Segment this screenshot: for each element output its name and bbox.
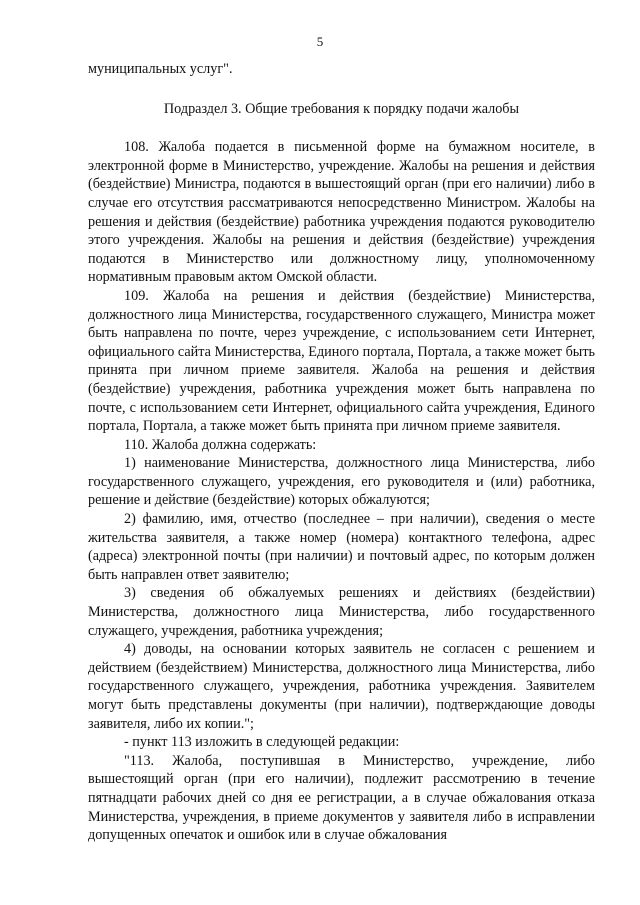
list-item-2: 2) фамилию, имя, отчество (последнее – при наличии), сведения о месте жительства заявителя, а также номер (номера) контактного телефона, адрес (адреса) электронной почты (при наличии) и почтовый адрес, по которым должен быть направлен ответ заявителю;	[88, 511, 595, 583]
paragraph-113: "113. Жалоба, поступившая в Министерство, учреждение, либо вышестоящий орган (при его наличии), подлежит рассмотрению в течение пятнадцати рабочих дней со дня ее регистрации, а в случае обжалования отказа Министерства, учреждения, в приеме документов у заявителя либо в исправлении допущенных опечаток и ошибок или в случае обжалования	[88, 752, 595, 844]
paragraph-110: 110. Жалоба должна содержать:	[124, 436, 317, 453]
amendment-instruction: - пункт 113 изложить в следующей редакции:	[124, 734, 400, 751]
list-item-4: 4) доводы, на основании которых заявитель не согласен с решением и действием (бездействием) Министерства, должностного лица Министерства, либо государственного служащего, учреждения, работника учреждения. Заявителем могут быть представлены документы (при наличии), подтверждающие доводы заявителя, либо их копии.";	[88, 641, 595, 732]
paragraph-108: 108. Жалоба подается в письменной форме на бумажном носителе, в электронной форме в Министерство, учреждение. Жалобы на решения и действия (бездействие) Министра, подаются в вышестоящий орган (при его наличии) либо в случае его отсутствия рассматриваются непосредственно Министром. Жалобы на решения и действия (бездействие) работника учреждения подаются руководителю этого учреждения. Жалобы на решения и действия (бездействие) учреждения подаются в Министерство или должностному лицу, уполномоченному нормативным правовым актом Омской области.	[88, 139, 595, 286]
list-item-3: 3) сведения об обжалуемых решениях и действиях (бездействии) Министерства, должностного лица Министерства, либо государственного служащего, учреждения, работника учреждения;	[88, 585, 595, 639]
subsection-title: Подраздел 3. Общие требования к порядку подачи жалобы	[163, 100, 520, 117]
list-item-1: 1) наименование Министерства, должностного лица Министерства, либо государственного служащего, учреждения, его руководителя и (или) работника, решение и действие (бездействие) которых обжалуются;	[88, 455, 595, 509]
page-number: 5	[316, 34, 324, 49]
lead-fragment: муниципальных услуг".	[88, 61, 233, 77]
paragraph-109: 109. Жалоба на решения и действия (бездействие) Министерства, должностного лица Министерства, государственного служащего, Министра может быть направлена по почте, через учреждение, с использованием сети Интернет, официального сайта Министерства, Единого портала, Портала, а также может быть принята при личном приеме заявителя. Жалоба на решения и действия (бездействие) учреждения, работника учреждения может быть направлена по почте, с использованием сети Интернет, официального сайта учреждения, Единого портала, Портала, а также может быть принята при личном приеме заявителя.	[88, 287, 595, 435]
document-body	[88, 60, 595, 845]
